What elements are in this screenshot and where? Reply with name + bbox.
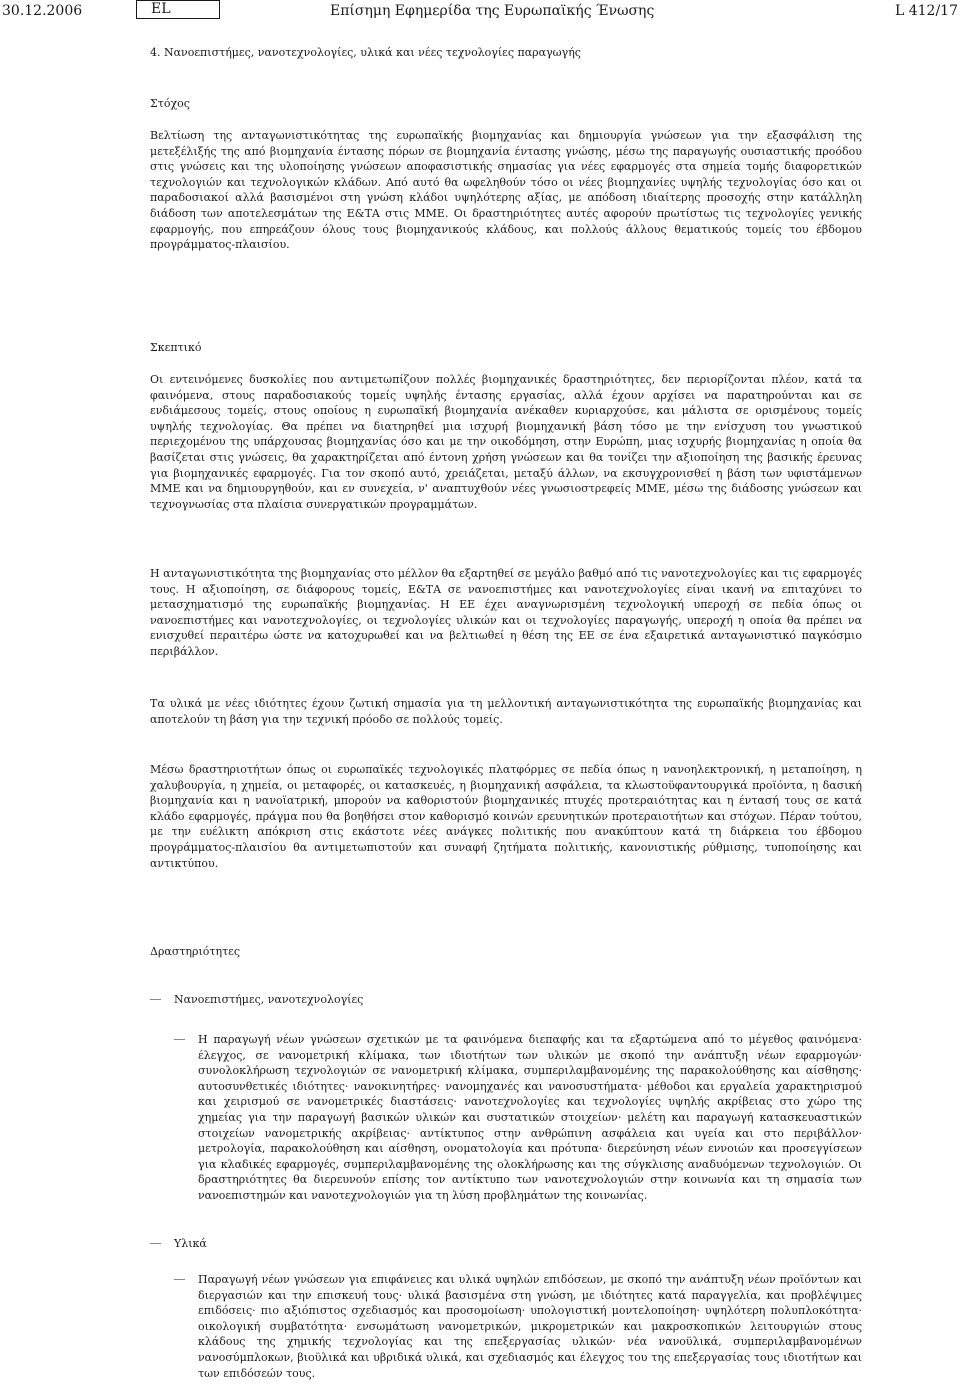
activities-heading: Δραστηριότητες xyxy=(150,945,241,958)
publication-date: 30.12.2006 xyxy=(2,3,83,19)
activity-label: Υλικά xyxy=(174,1237,207,1250)
page-header xyxy=(0,0,960,24)
rationale-heading: Σκεπτικό xyxy=(150,341,202,354)
journal-title: Επίσημη Εφημερίδα της Ευρωπαϊκής Ένωσης xyxy=(330,3,655,19)
activity-label: Νανοεπιστήμες, νανοτεχνολογίες xyxy=(174,993,364,1006)
rationale-paragraph: Τα υλικά με νέες ιδιότητες έχουν ζωτική σημασία για τη μελλοντική ανταγωνιστικότητα της ευρωπαϊκής βιομηχανίας και αποτελούν τη βάση για την τεχνική πρόοδο σε πολλούς τομείς. xyxy=(150,697,862,726)
objective-heading: Στόχος xyxy=(150,97,190,110)
em-dash-bullet: — xyxy=(174,1033,185,1045)
page-reference: L 412/17 xyxy=(895,3,958,19)
rationale-paragraph: Μέσω δραστηριοτήτων όπως οι ευρωπαϊκές τεχνολογικές πλατφόρμες σε πεδία όπως η νανοηλεκτρονική, η μεταποίηση, η χαλυβουργία, η χημεία, οι μεταφορές, οι κατασκευές, η βιομηχανική ασφάλεια, τα κλωστοϋφαντουργικά προϊόντα, η δασική βιομηχανία και η νανοϊατρική, μπορούν να καθοριστούν βιομηχανικές πτυχές προτεραιότητας και η έντασή τους σε κατά κλάδο εφαρμογές, πράγμα που θα βοηθήσει στον καθορισμό κοινών ερευνητικών προτεραιοτήτων και στόχων. Πέραν τούτου, με την ευέλικτη απόκριση στις εκάστοτε νέες ανάγκες πολιτικής που ανακύπτουν κατά τη διάρκεια του έβδομου προγράμματος-πλαισίου θα αντιμετωπιστούν και συναφή ζητήματα πολιτικής, κανονιστικής ρύθμισης, τυποποίησης και αντικτύπου. xyxy=(150,763,862,870)
em-dash-bullet: — xyxy=(174,1273,185,1285)
em-dash-bullet: — xyxy=(150,993,161,1005)
activity-subitem-text: Η παραγωγή νέων γνώσεων σχετικών με τα φαινόμενα διεπαφής και τα εξαρτώμενα από το μέγεθος φαινόμενα· έλεγχος, σε νανομετρική κλίμακα, των ιδιοτήτων των υλικών με σκοπό την ανάπτυξη νέων εφαρμογών· συνολοκλήρωση τεχνολογιών σε νανομετρική κλίμακα, συμπεριλαμβανομένης της παρακολούθησης και αίσθησης· αυτοσυνθετικές ιδιότητες· νανοκινητήρες· νανομηχανές και νανοσυστήματα· μέθοδοι και εργαλεία χαρακτηρισμού και χειρισμού σε νανομετρικές διαστάσεις· νανοτεχνολογίες και τεχνολογίες υψηλής ακρίβειας στο χώρο της χημείας για την παραγωγή βασικών υλικών και συστατικών στοιχείων· μελέτη και παραγωγή κατασκευαστικών στοιχείων νανομετρικής ακρίβειας· αντίκτυπος στην ανθρώπινη ασφάλεια και υγεία και στο περιβάλλον· μετρολογία, παρακολούθηση και αίσθηση, ονοματολογία και πρότυπα· διερεύνηση νέων εννοιών και προσεγγίσεων για κλαδικές εφαρμογές, συμπεριλαμβανομένης της ολοκλήρωσης και της σύγκλισης αναδυόμενων τεχνολογιών. Οι δραστηριότητες θα διερευνούν επίσης τον αντίκτυπο των νανοτεχνολογιών στην κοινωνία και τη σημασία των νανοεπιστημών και νανοτεχνολογιών για τη λύση προβλημάτων της κοινωνίας. xyxy=(198,1033,862,1202)
rationale-paragraph: Η ανταγωνιστικότητα της βιομηχανίας στο μέλλον θα εξαρτηθεί σε μεγάλο βαθμό από τις νανοτεχνολογίες και τις εφαρμογές τους. Η αξιοποίηση, σε διάφορους τομείς, Ε&ΤΑ σε νανοεπιστήμες και νανοτεχνολογίες είναι ικανή να επιταχύνει το μετασχηματισμό της ευρωπαϊκής βιομηχανίας. Η ΕΕ έχει αναγνωρισμένη τεχνολογική υπεροχή σε πεδία όπως οι νανοεπιστήμες και νανοτεχνολογίες, οι τεχνολογίες υλικών και οι τεχνολογίες παραγωγής, υπεροχή η οποία θα πρέπει να ενισχυθεί περαιτέρω ώστε να κατοχυρωθεί και να βελτιωθεί η θέση της ΕΕ σε ένα εξαιρετικά ανταγωνιστικό παγκόσμιο περιβάλλον. xyxy=(150,567,862,658)
section-title: 4. Νανοεπιστήμες, νανοτεχνολογίες, υλικά και νέες τεχνολογίες παραγωγής xyxy=(150,46,581,59)
objective-paragraph: Βελτίωση της ανταγωνιστικότητας της ευρωπαϊκής βιομηχανίας και δημιουργία γνώσεων για την εξασφάλιση της μετεξέλιξής της από βιομηχανία έντασης πόρων σε βιομηχανία έντασης γνώσης, μέσω της παραγωγής ουσιαστικής προόδου στις γνώσεις και της υλοποίησης γνώσεων αποφασιστικής σημασίας για νέες εφαρμογές στα σημεία τομής διαφορετικών τεχνολογιών και τεχνολογικών κλάδων. Από αυτό θα ωφεληθούν τόσο οι νέες βιομηχανίες υψηλής τεχνολογίας όσο και οι παραδοσιακοί αλλά βασισμένοι στη γνώση κλάδοι υψηλότερης αξίας, με απόδοση ιδιαίτερης προσοχής στην κατάλληλη διάδοση των αποτελεσμάτων της Ε&ΤΑ στις ΜΜΕ. Οι δραστηριότητες αυτές αφορούν πρωτίστως τις τεχνολογίες γενικής εφαρμογής, που επηρεάζουν όλους τους βιομηχανικούς κλάδους, και πολλούς άλλους θεματικούς τομείς του έβδομου προγράμματος-πλαισίου. xyxy=(150,129,862,252)
language-code-box: EL xyxy=(136,0,220,19)
em-dash-bullet: — xyxy=(150,1237,161,1249)
activity-subitem-text: Παραγωγή νέων γνώσεων για επιφάνειες και υλικά υψηλών επιδόσεων, με σκοπό την ανάπτυξη νέων προϊόντων και διεργασιών και την επισκευή τους· υλικά βασισμένα στη γνώση, με ιδιότητες κατά παραγγελία, και προβλέψιμες επιδόσεις· πιο αξιόπιστος σχεδιασμός και προσομοίωση· υπολογιστική μοντελοποίηση· υψηλότερη πολυπλοκότητα· οικολογική συμβατότητα· ενσωμάτωση νανομετρικών, μικρομετρικών και μακροσκοπικών λειτουργιών στους κλάδους της χημικής τεχνολογίας και της επεξεργασίας υλικών· νέα νανοϋλικά, συμπεριλαμβανομένων νανοσύμπλοκων, βιοϋλικά και υβριδικά υλικά, και σχεδιασμός και έλεγχος του της επεξεργασίας τους ιδιοτήτων και των επιδόσεών τους. xyxy=(198,1273,862,1380)
rationale-paragraph: Οι εντεινόμενες δυσκολίες που αντιμετωπίζουν πολλές βιομηχανικές δραστηριότητες, δεν περιορίζονται πλέον, κατά τα φαινόμενα, στους παραδοσιακούς τομείς υψηλής έντασης εργασίας, αλλά έχουν αρχίσει να παρατηρούνται και σε ενδιάμεσους τομείς, στους οποίους η ευρωπαϊκή βιομηχανία ανέκαθεν κυριαρχούσε, και μάλιστα σε ορισμένους τομείς υψηλής τεχνολογίας. Θα πρέπει να διατηρηθεί μια ισχυρή βιομηχανική βάση τόσο με την ενίσχυση του γνωστικού περιεχομένου της υπάρχουσας βιομηχανίας όσο και με την οικοδόμηση, στην Ευρώπη, μιας ισχυρής βιομηχανίας η οποία θα βασίζεται στις γνώσεις, θα χαρακτηρίζεται από έντονη χρήση γνώσεων και θα τονίζει την αξιοποίηση της βασικής έρευνας για βιομηχανικές εφαρμογές. Για τον σκοπό αυτό, χρειάζεται, μεταξύ άλλων, να εκσυγχρονισθεί η βάση των υφιστάμενων ΜΜΕ και να δημιουργηθούν, και εν συνεχεία, ν' αναπτυχθούν νέες γνωσιοστρεφείς ΜΜΕ, μέσω της διάδοσης γνώσεων και τεχνογνωσίας στα πλαίσια συνεργατικών προγραμμάτων. xyxy=(150,373,862,511)
